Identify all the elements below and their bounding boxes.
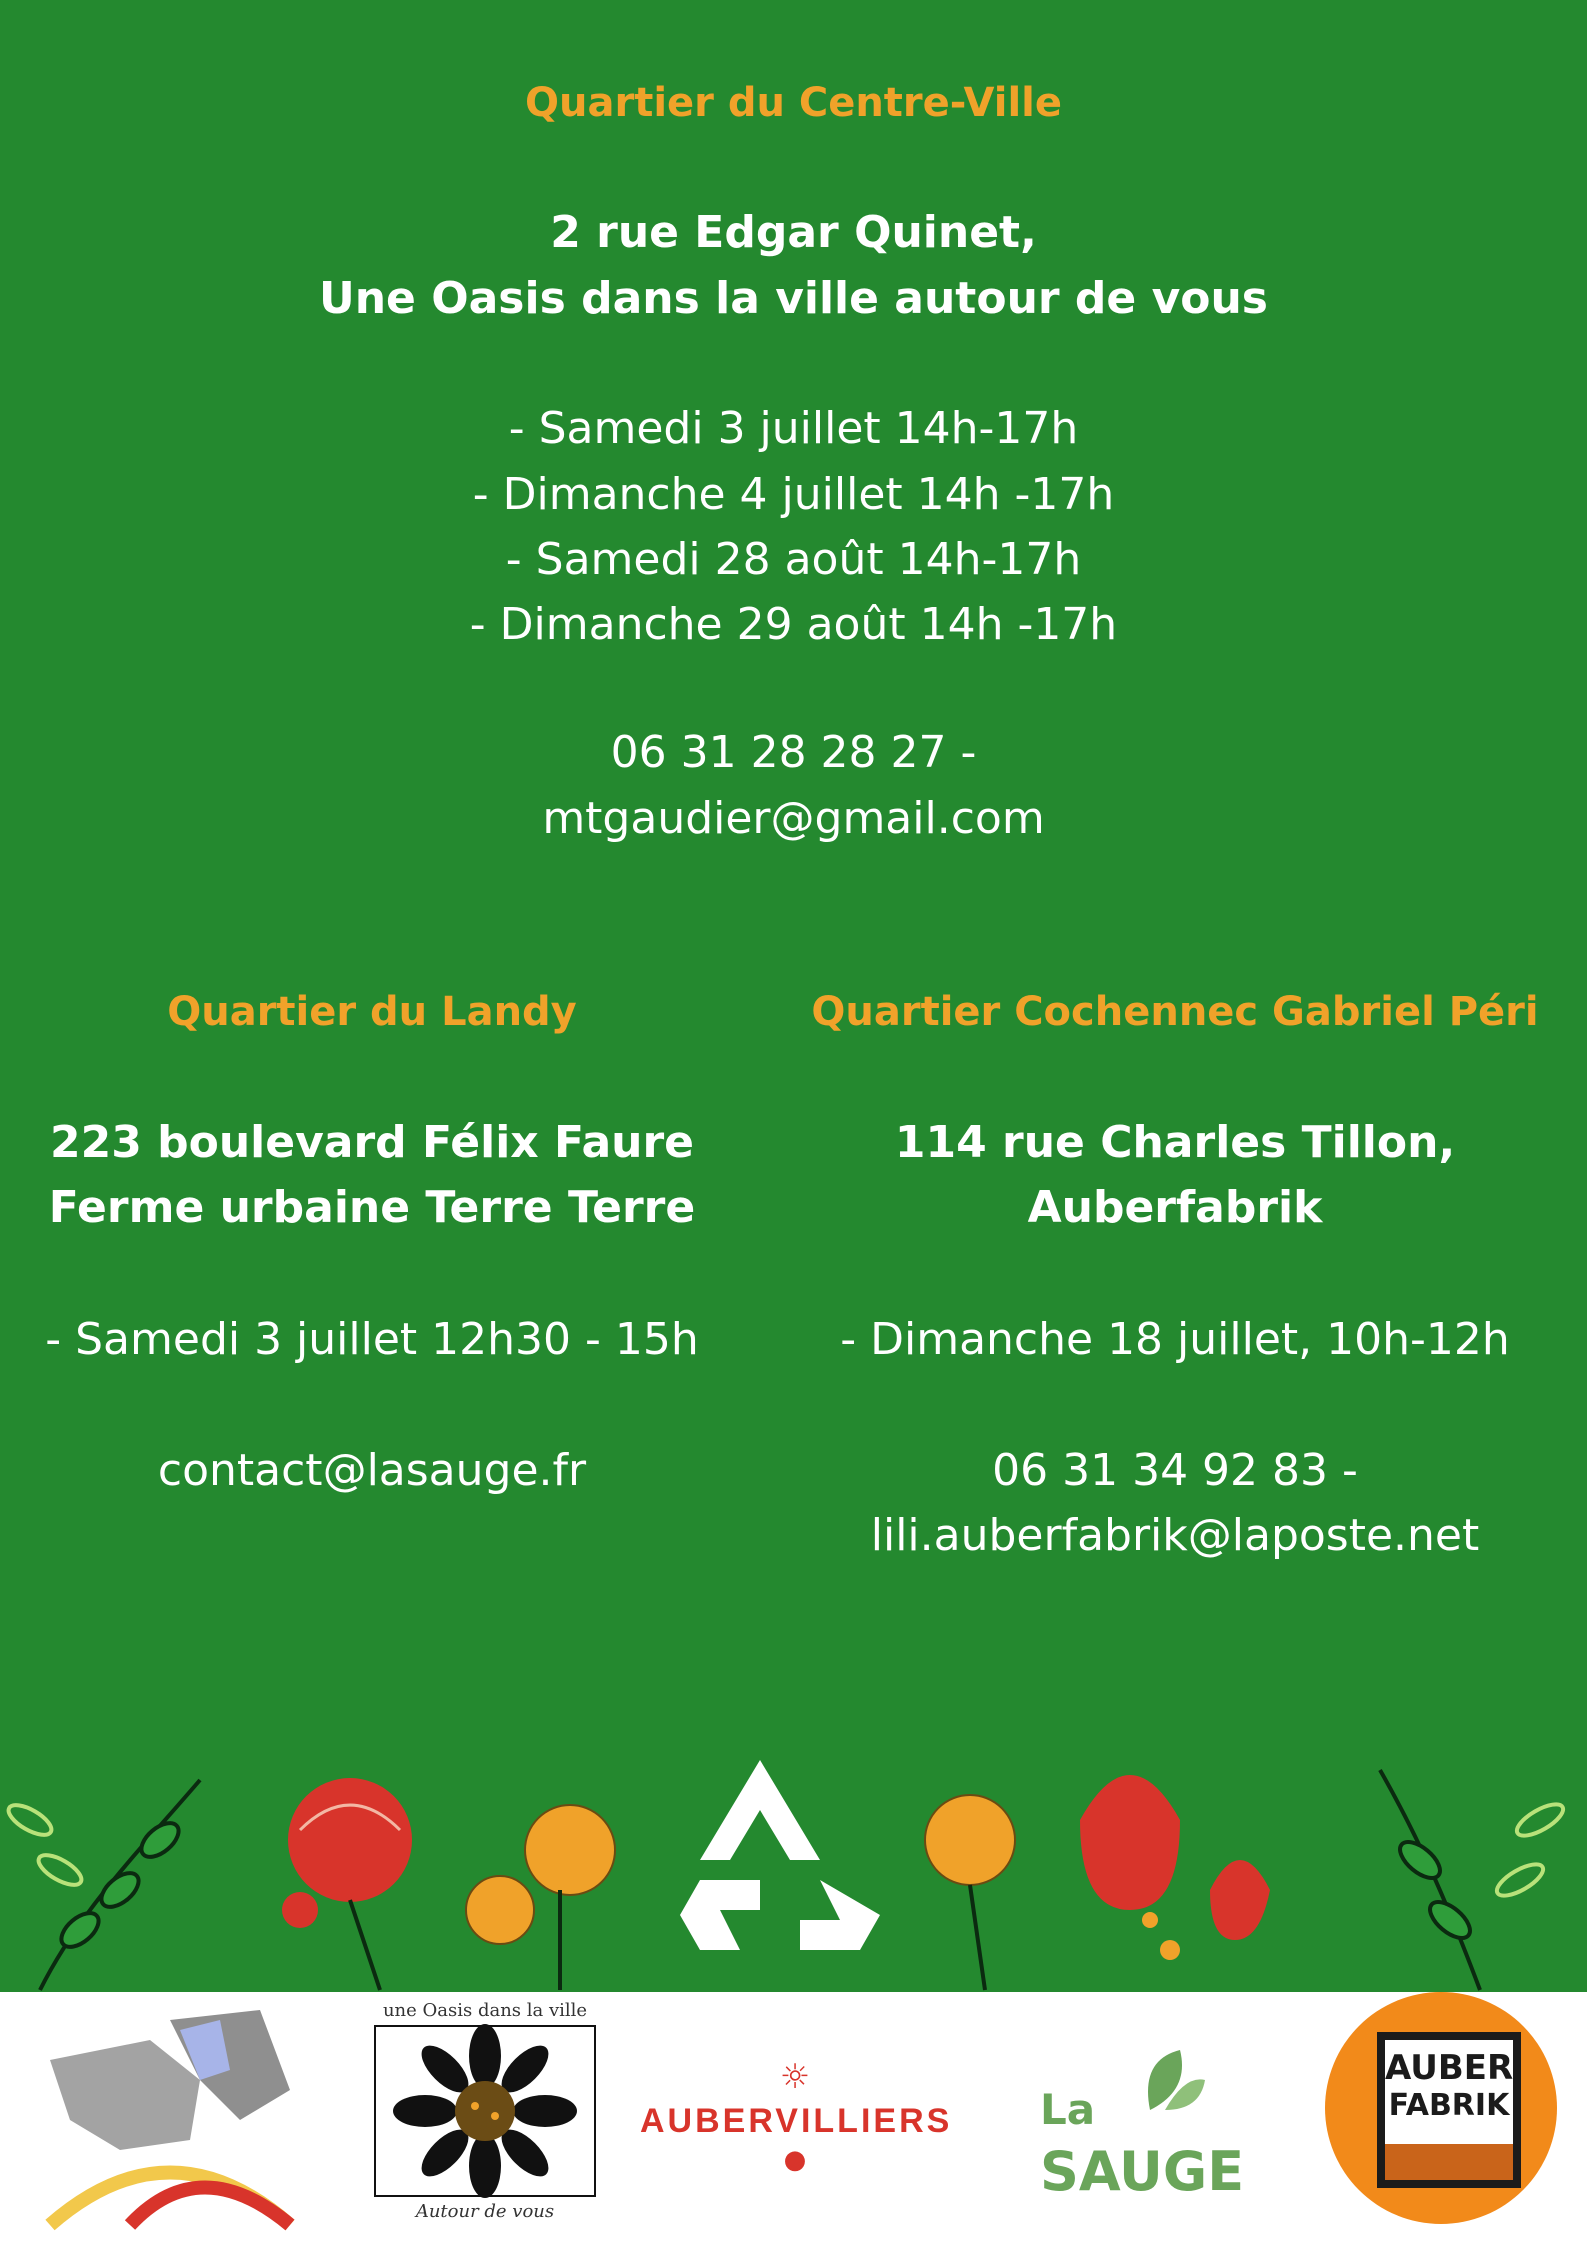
- sunflower-icon: [370, 2021, 600, 2201]
- auberfabrik-logo: [1325, 1992, 1557, 2224]
- floral-decoration: [0, 1740, 1587, 2000]
- centre-title: Quartier du Centre-Ville: [525, 80, 1062, 126]
- orange-flower-icon: [466, 1805, 615, 1990]
- auberfabrik-frame: [1377, 2032, 1521, 2188]
- oasis-logo: [370, 2000, 600, 2240]
- oasis-logo-bottom-text: Autour de vous: [415, 2201, 555, 2222]
- cochennec-title: Quartier Cochennec Gabriel Péri: [811, 989, 1539, 1035]
- leaf-branch-left-icon: [4, 1780, 200, 1990]
- leaf-branch-right-icon: [1380, 1770, 1568, 1990]
- la-sauge-la: La: [1040, 2085, 1096, 2134]
- aubervilliers-logo: [640, 2000, 953, 2240]
- centre-phone: 06 31 28 28 27 -: [610, 727, 977, 778]
- centre-date-2: - Dimanche 4 juillet 14h -17h: [472, 469, 1115, 520]
- centre-address-2: Une Oasis dans la ville autour de vous: [319, 273, 1268, 324]
- moon-icon: ●: [783, 2145, 807, 2175]
- landy-address-1: 223 boulevard Félix Faure: [49, 1117, 695, 1168]
- cochennec-phone: 06 31 34 92 83 -: [992, 1445, 1358, 1496]
- landy-address-2: Ferme urbaine Terre Terre: [48, 1182, 696, 1233]
- auberfabrik-bar: [1385, 2144, 1513, 2180]
- centre-date-3: - Samedi 28 août 14h-17h: [505, 534, 1082, 585]
- centre-date-4: - Dimanche 29 août 14h -17h: [469, 599, 1118, 650]
- cochennec-address-1: 114 rue Charles Tillon,: [894, 1117, 1456, 1168]
- la-sauge-sauge: SAUGE: [1040, 2140, 1245, 2203]
- cochennec-email[interactable]: lili.auberfabrik@laposte.net: [870, 1510, 1480, 1561]
- centre-date-1: - Samedi 3 juillet 14h-17h: [508, 403, 1079, 454]
- la-sauge-logo: [1030, 2000, 1245, 2240]
- recycle-icon: [680, 1760, 880, 1950]
- marigold-icon: [925, 1795, 1015, 1990]
- landy-title: Quartier du Landy: [167, 989, 577, 1035]
- auberfabrik-text-1: AUBER: [1385, 2048, 1514, 2088]
- auberfabrik-text-2: FABRIK: [1388, 2088, 1510, 2123]
- centre-email[interactable]: mtgaudier@gmail.com: [542, 793, 1045, 844]
- sage-leaf-icon: [1130, 2040, 1210, 2120]
- sun-icon: ☼: [779, 2057, 811, 2097]
- map-logo-icon: [30, 2000, 310, 2235]
- oasis-logo-top-text: une Oasis dans la ville: [382, 2000, 588, 2021]
- red-tulip-icon: [1080, 1775, 1270, 1960]
- cochennec-date: - Dimanche 18 juillet, 10h-12h: [840, 1314, 1510, 1365]
- red-poppy-icon: [282, 1778, 412, 1990]
- aubervilliers-text: AUBERVILLIERS: [640, 2102, 953, 2140]
- landy-date: - Samedi 3 juillet 12h30 - 15h: [45, 1314, 699, 1365]
- landy-email[interactable]: contact@lasauge.fr: [157, 1445, 587, 1496]
- centre-address-1: 2 rue Edgar Quinet,: [550, 207, 1037, 258]
- cochennec-address-2: Auberfabrik: [1027, 1182, 1323, 1233]
